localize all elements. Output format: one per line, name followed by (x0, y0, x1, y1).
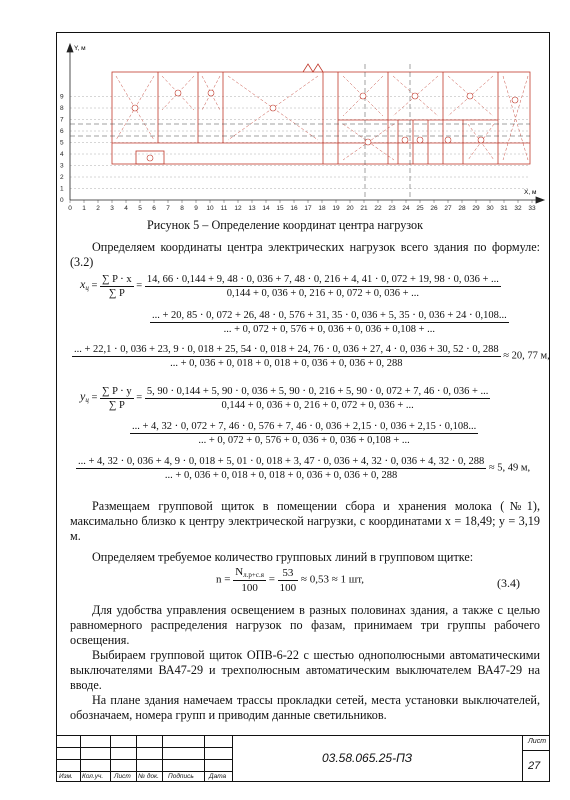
col-date: Дата (209, 773, 227, 780)
x-tick-label: 7 (166, 205, 170, 212)
x-tick-label: 22 (374, 205, 382, 212)
yc-formula-line-1: $y_ц$ = $\frac{\sum P \cdot y}{\sum P}$ = 5, 90 ⋅ 0,144 + 5, 90 ⋅ 0, 036 + 5, 90 ⋅ 0, 216 + 5, 90 ⋅ 0, 072 + 7, 46 ⋅ 0, 036 + ... 0,144 + 0, 036 + 0, 216 + 0, 072 + 0, 036 + ... (80, 386, 489, 411)
y-tick-label: 6 (60, 128, 64, 135)
title-block (56, 735, 550, 782)
n-result: ≈ 0,53 ≈ 1 шт, (300, 573, 364, 586)
xc-formula-line-3 (72, 343, 550, 369)
x-axis-label: X, м (524, 189, 537, 196)
y-tick-label: 2 (60, 174, 64, 181)
x-tick-label: 28 (458, 205, 466, 212)
col-izm: Изм. (59, 773, 73, 780)
x-tick-label: 6 (152, 205, 156, 212)
x-tick-label: 16 (290, 205, 298, 212)
yc-fraction-3: ... + 4, 32 ⋅ 0, 036 + 4, 9 ⋅ 0, 018 + 5, 01 ⋅ 0, 018 + 3, 47 ⋅ 0, 036 + 4, 32 ⋅ 0, 036 + 4, 32 ⋅ 0, 288 ... + 0, 036 + 0, 018 + 0, 018 + 0, 036 + 0, 036 + 0, 288 (78, 456, 485, 481)
col-list: Лист (114, 773, 131, 780)
n-formula: n = $\frac{N_{л.р+с.я}}{100}$ = $\frac{53}{100}$ ≈ 0,53 ≈ 1 шт, (216, 566, 364, 594)
xc-fraction-1: 14, 66 ⋅ 0,144 + 9, 48 ⋅ 0, 036 + 7, 48 ⋅ 0, 216 + 4, 41 ⋅ 0, 072 + 19, 98 ⋅ 0, 036 + ... 0,144 + 0, 036 + 0, 216 + 0, 072 + 0, 036 + ... (146, 274, 499, 299)
yc-fraction-2: ... + 4, 32 ⋅ 0, 072 + 7, 46 ⋅ 0, 576 + 7, 46 ⋅ 0, 036 + 2,15 ⋅ 0, 036 + 2,15 ⋅ 0,108... ... + 0, 072 + 0, 576 + 0, 036 + 0, 036 + 0,108 + ... (132, 421, 477, 446)
yc-definition: $\frac{\sum P \cdot y}{\sum P}$ (102, 386, 132, 411)
x-tick-label: 33 (528, 205, 536, 212)
y-tick-label: 5 (60, 139, 64, 147)
col-doc-number: № док. (138, 773, 159, 780)
x-tick-label: 20 (346, 205, 354, 212)
x-tick-label: 11 (220, 205, 228, 212)
x-tick-label: 2 (96, 205, 100, 212)
paragraph-plan: На плане здания намечаем трассы прокладки сетей, места установки выключателей, обозначаем, номера групп и приводим данные светильников. (70, 693, 540, 722)
y-tick-labels (60, 94, 64, 205)
yc-formula-line-3 (76, 455, 530, 481)
document-code: 03.58.065.25-ПЗ (322, 751, 413, 765)
floor-plan-figure (58, 40, 548, 215)
col-kol-uch: Кол.уч. (82, 773, 104, 780)
yc-result: ≈ 5, 49 м, (488, 462, 531, 474)
x-tick-label: 23 (388, 205, 396, 212)
y-axis-label: Y, м (74, 45, 86, 52)
x-tick-label: 8 (180, 205, 184, 212)
load-centre-lines (70, 64, 530, 200)
xc-fraction-3: ... + 22,1 ⋅ 0, 036 + 23, 9 ⋅ 0, 018 + 25, 54 ⋅ 0, 018 + 24, 76 ⋅ 0, 036 + 27, 4 ⋅ 0, 036 + 30, 52 ⋅ 0, 288 ... + 0, 036 + 0, 018 + 0, 018 + 0, 036 + 0, 036 + 0, 288 (74, 344, 499, 369)
paragraph-panel-choice: Выбираем групповой щиток ОПВ-6-22 с шестью однополюсными автоматическими выключателями ВА47-29 и трехполюсным автоматическим выключателем ВА47-29 на вводе. (70, 648, 540, 692)
fixture-lines (116, 76, 528, 160)
equation-number: (3.4) (497, 576, 520, 590)
x-tick-label: 18 (318, 205, 326, 212)
x-tick-label: 30 (486, 205, 494, 212)
x-tick-label: 10 (206, 205, 214, 212)
x-tick-label: 5 (138, 205, 142, 212)
x-tick-label: 26 (430, 205, 438, 212)
x-tick-label: 31 (500, 205, 508, 212)
x-tick-label: 13 (248, 205, 256, 212)
y-tick-label: 7 (60, 116, 64, 124)
x-tick-label: 29 (472, 205, 480, 212)
y-tick-label: 9 (60, 93, 64, 101)
x-tick-label: 3 (110, 205, 114, 212)
x-tick-label: 0 (68, 205, 72, 212)
x-tick-label: 21 (360, 205, 368, 212)
x-tick-label: 19 (332, 205, 340, 212)
x-tick-label: 14 (262, 205, 270, 212)
xc-label: $x_ц$ (80, 277, 89, 293)
x-tick-label: 1 (82, 205, 86, 212)
y-tick-label: 1 (60, 185, 64, 193)
x-tick-label: 4 (124, 205, 128, 212)
paragraph-panel-location: Размещаем групповой щиток в помещении сбора и хранения молока (№1), максимально близко к центру электрической нагрузки, с координатами x = 18,49; y = 3,19 м. (70, 499, 540, 543)
x-tick-label: 24 (402, 205, 410, 212)
fixture-symbols (132, 90, 518, 161)
y-tick-label: 4 (60, 151, 64, 158)
x-tick-label: 17 (304, 205, 312, 212)
paragraph-intro: Определяем координаты центра электрических нагрузок всего здания по формуле: (3.2) (70, 240, 540, 269)
paragraph-three-groups: Для удобства управления освещением в разных половинах здания, а также с целью равномерного распределения нагрузок по фазам, принимаем три группы рабочего освещения. (70, 603, 540, 647)
sheet-label: Лист (528, 738, 547, 745)
yc-formula-line-2 (130, 420, 478, 446)
x-tick-label: 9 (194, 205, 198, 212)
figure-caption: Рисунок 5 – Определение координат центра нагрузок (146, 218, 424, 232)
sheet-number: 27 (528, 760, 541, 772)
xc-formula-line-2 (150, 309, 509, 335)
yc-fraction-1: 5, 90 ⋅ 0,144 + 5, 90 ⋅ 0, 036 + 5, 90 ⋅ 0, 216 + 5, 90 ⋅ 0, 072 + 7, 46 ⋅ 0, 036 + ... 0,144 + 0, 036 + 0, 216 + 0, 072 + 0, 036 + ... (146, 386, 489, 411)
yc-label: $y_ц$ (80, 389, 89, 405)
x-tick-label: 32 (514, 205, 522, 212)
paragraph-group-lines: Определяем требуемое количество групповых линий в групповом щитке: (92, 550, 474, 564)
x-tick-label: 12 (234, 205, 242, 212)
xc-result: ≈ 20, 77 м, (503, 350, 550, 362)
x-tick-label: 15 (276, 205, 284, 212)
y-tick-label: 0 (60, 197, 64, 204)
xc-definition: $\frac{\sum P \cdot x}{\sum P}$ (102, 274, 132, 299)
xc-formula-line-1: $x_ц$ = $\frac{\sum P \cdot x}{\sum P}$ = 14, 66 ⋅ 0,144 + 9, 48 ⋅ 0, 036 + 7, 48 ⋅ 0, 216 + 4, 41 ⋅ 0, 072 + 19, 98 ⋅ 0, 036 + ... 0,144 + 0, 036 + 0, 216 + 0, 072 + 0, 036 + ... (80, 274, 499, 299)
building-walls (112, 64, 530, 164)
x-tick-labels (68, 205, 536, 212)
x-tick-label: 27 (444, 205, 452, 212)
col-signature: Подпись (168, 773, 194, 780)
xc-fraction-2: ... + 20, 85 ⋅ 0, 072 + 26, 48 ⋅ 0, 576 + 31, 35 ⋅ 0, 036 + 5, 35 ⋅ 0, 036 + 24 ⋅ 0,108... ... + 0, 072 + 0, 576 + 0, 036 + 0, 036 + 0,108 + ... (152, 310, 507, 335)
y-tick-label: 3 (60, 162, 64, 170)
x-tick-label: 25 (416, 205, 424, 212)
y-tick-label: 8 (60, 105, 64, 112)
